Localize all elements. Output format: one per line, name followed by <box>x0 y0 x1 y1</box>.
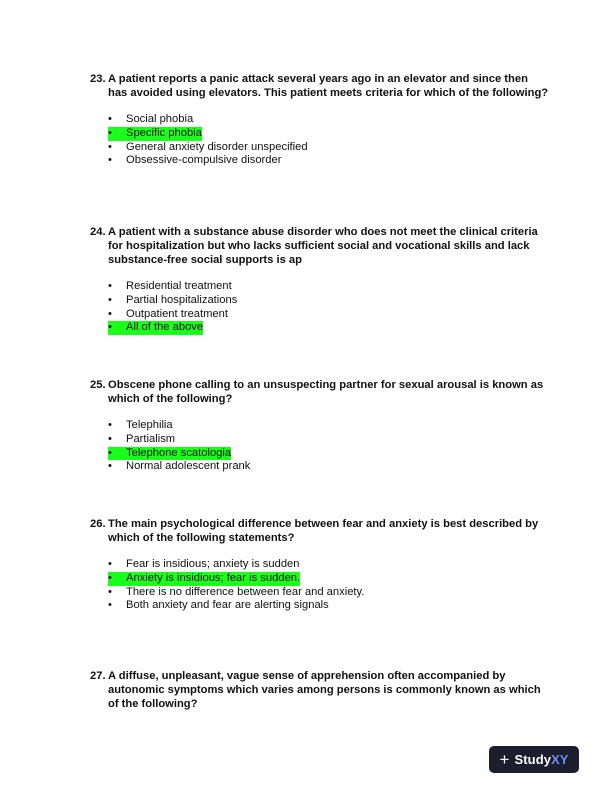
option-text: Telephilia <box>126 419 173 431</box>
option-item <box>90 154 550 168</box>
question-number: 27. <box>90 670 106 682</box>
question-text: The main psychological difference between fear and anxiety is best described by which of the following statements? <box>108 518 539 544</box>
question-27 <box>90 669 550 711</box>
option-item <box>90 586 550 600</box>
bullet-icon: • <box>108 321 112 334</box>
question-26 <box>90 517 550 613</box>
option-item-highlighted <box>90 127 550 141</box>
option-item <box>90 419 550 433</box>
bullet-icon: • <box>108 293 112 306</box>
question-23 <box>90 72 550 168</box>
question-number: 23. <box>90 73 106 85</box>
option-text: Fear is insidious; anxiety is sudden <box>126 558 300 570</box>
bullet-icon: • <box>108 571 112 584</box>
brand-suffix: XY <box>551 752 569 767</box>
bullet-icon: • <box>108 599 112 612</box>
bullet-icon: • <box>108 126 112 139</box>
bullet-icon: • <box>108 432 112 445</box>
question-text: A diffuse, unpleasant, vague sense of apprehension often accompanied by autonomic symptoms which varies among persons is commonly known as which of the following? <box>108 670 541 710</box>
option-item <box>90 113 550 127</box>
question-text: A patient with a substance abuse disorder who does not meet the clinical criteria for hospitalization but who lacks sufficient social and vocational skills and lack substance-free social supports is ap <box>108 226 538 266</box>
option-item <box>90 294 550 308</box>
option-list <box>90 419 550 474</box>
option-item-highlighted <box>90 321 550 335</box>
option-text: All of the above <box>126 321 204 334</box>
option-text: There is no difference between fear and anxiety. <box>126 585 365 598</box>
option-list <box>90 558 550 613</box>
option-item <box>90 280 550 294</box>
option-text: Specific phobia <box>126 126 202 139</box>
question-number: 26. <box>90 518 106 530</box>
option-item <box>90 308 550 322</box>
option-text: Outpatient treatment <box>126 307 228 320</box>
bullet-icon: • <box>108 113 112 125</box>
option-text: Social phobia <box>126 113 194 125</box>
question-text: Obscene phone calling to an unsuspecting partner for sexual arousal is known as which of the following? <box>108 379 544 405</box>
option-text: Partialism <box>126 432 176 445</box>
question-24 <box>90 225 550 335</box>
bullet-icon: • <box>108 419 112 431</box>
option-item-highlighted <box>90 572 550 586</box>
option-item <box>90 460 550 474</box>
question-number: 24. <box>90 226 106 238</box>
question-number: 25. <box>90 379 106 391</box>
option-text: Both anxiety and fear are alerting signals <box>126 599 329 612</box>
bullet-icon: • <box>108 140 112 153</box>
option-list <box>90 280 550 335</box>
plus-icon: + <box>499 750 510 769</box>
bullet-icon: • <box>108 460 112 473</box>
question-25 <box>90 378 550 474</box>
option-text: Obsessive-compulsive disorder <box>126 154 282 167</box>
option-text: General anxiety disorder unspecified <box>126 140 308 153</box>
option-item <box>90 141 550 155</box>
bullet-icon: • <box>108 585 112 598</box>
option-text: Telephone scatologia <box>126 446 232 459</box>
bullet-icon: • <box>108 446 112 459</box>
bullet-icon: • <box>108 280 112 292</box>
option-text: Partial hospitalizations <box>126 293 238 306</box>
option-item <box>90 558 550 572</box>
option-item <box>90 599 550 613</box>
bullet-icon: • <box>108 558 112 570</box>
option-text: Residential treatment <box>126 280 232 292</box>
brand-name: Study <box>514 752 552 767</box>
studyxy-badge[interactable] <box>489 746 579 773</box>
question-text: A patient reports a panic attack several years ago in an elevator and since then has avoided using elevators. This patient meets criteria for which of the following? <box>108 73 549 99</box>
option-list <box>90 113 550 168</box>
option-item <box>90 433 550 447</box>
bullet-icon: • <box>108 154 112 167</box>
option-text: Normal adolescent prank <box>126 460 251 473</box>
option-item-highlighted <box>90 447 550 461</box>
bullet-icon: • <box>108 307 112 320</box>
option-text: Anxiety is insidious; fear is sudden. <box>126 571 301 584</box>
